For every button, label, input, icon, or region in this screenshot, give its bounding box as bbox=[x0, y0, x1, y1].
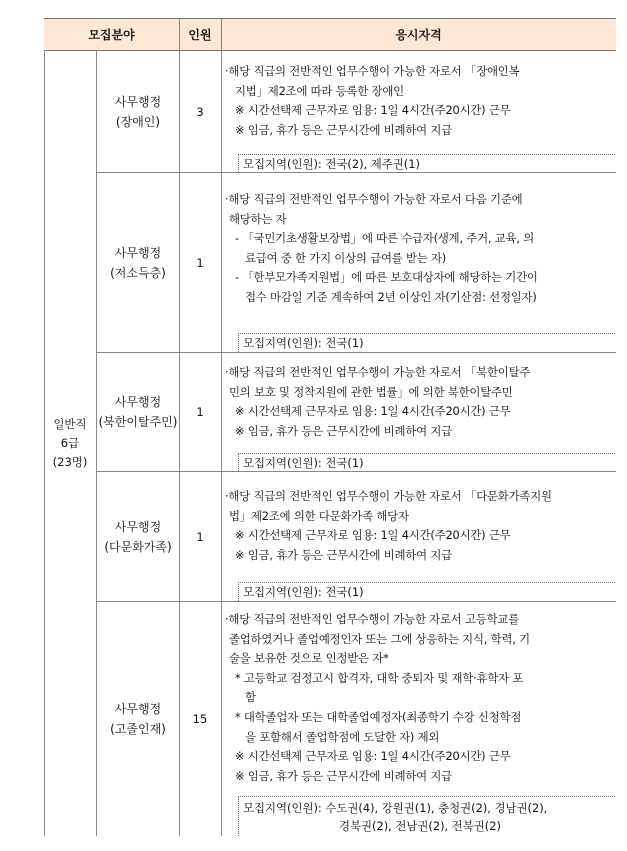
row-region: 모집지역(인원): 전국(1) bbox=[238, 453, 615, 471]
header-qualification: 응시자격 bbox=[221, 18, 616, 51]
category-line2: 6급 bbox=[60, 436, 80, 450]
row-position: 사무행정 (저소득층) bbox=[110, 245, 166, 280]
row-qualification: ·해당 직급의 전반적인 업무수행이 가능한 자로서 「다문화가족지원 법」제2조에 의한 다문화가족 해당자 ※ 시간선택제 근무자로 임용: 1일 4시간(주20시간) 근무 ※ 임금, 휴가 등은 근무시간에 비례하여 지급 bbox=[225, 489, 552, 562]
row-region: 모집지역(인원): 전국(2), 제주권(1) bbox=[238, 154, 615, 172]
row-qualification: ·해당 직급의 전반적인 업무수행이 가능한 자로서 「장애인복 지법」제2조에 따라 등록한 장애인 ※ 시간선택제 근무자로 임용: 1일 4시간(주20시간) 근무 ※ 임금, 휴가 등은 근무시간에 비례하여 지급 bbox=[225, 64, 520, 137]
category-line3: (23명) bbox=[52, 455, 88, 469]
row-qualification: ·해당 직급의 전반적인 업무수행이 가능한 자로서 고등학교를 졸업하였거나 졸업예정인자 또는 그에 상응하는 지식, 학력, 기 술을 보유한 것으로 인정받은 자* * 고등학교 검정고시 합격자, 대학 중퇴자 및 재학·휴학자 포 함 * 대학졸업자 또는 대학졸업예정자(최종학기 수강 신청학점 을 포함해서 졸업학점에 도달한 자) 제외 ※ 시간선택제 근무자로 임용: 1일 4시간(주20시간) 근무 ※ 임금, 휴가 등은 근무시간에 비례하여 지급 bbox=[225, 612, 530, 783]
header-count: 인원 bbox=[179, 18, 221, 51]
row-position: 사무행정 (다문화가족) bbox=[104, 519, 172, 554]
row-count: 15 bbox=[192, 712, 208, 726]
row-count: 1 bbox=[196, 529, 204, 544]
row-qualification: ·해당 직급의 전반적인 업무수행이 가능한 자로서 「북한이탈주 민의 보호 및 정착지원에 관한 법률」에 의한 북한이탈주민 ※ 시간선택제 근무자로 임용: 1일 4시간(주20시간) 근무 ※ 임금, 휴가 등은 근무시간에 비례하여 지급 bbox=[225, 365, 531, 438]
header-category: 모집분야 bbox=[44, 18, 179, 51]
row-region: 모집지역(인원): 전국(1) bbox=[238, 333, 615, 352]
recruitment-table bbox=[44, 18, 616, 836]
row-position: 사무행정 (장애인) bbox=[114, 94, 162, 129]
row-region: 모집지역(인원): 수도권(4), 강원권(1), 충청권(2), 경남권(2), 경북권(2), 전남권(2), 전북권(2) bbox=[238, 796, 615, 836]
row-qualification: ·해당 직급의 전반적인 업무수행이 가능한 자로서 다음 기준에 해당하는 자 - 「국민기초생활보장법」에 따른 수급자(생계, 주거, 교육, 의 료급여 중 한 가지 이상의 급여를 받는 자) - 「한부모가족지원법」에 따른 보호대상자에 해당하는 기간이 접수 마감일 기준 계속하여 2년 이상인 자(기산점: 선정일자) bbox=[225, 192, 538, 304]
row-count: 1 bbox=[196, 255, 204, 270]
category-cell bbox=[44, 51, 96, 836]
row-position: 사무행정 (고졸인재) bbox=[110, 702, 166, 736]
row-count: 3 bbox=[196, 104, 204, 119]
row-region: 모집지역(인원): 전국(1) bbox=[238, 582, 615, 601]
category-line1: 일반직 bbox=[53, 417, 87, 431]
row-position: 사무행정 (북한이탈주민) bbox=[98, 395, 178, 429]
row-count: 1 bbox=[196, 405, 204, 419]
